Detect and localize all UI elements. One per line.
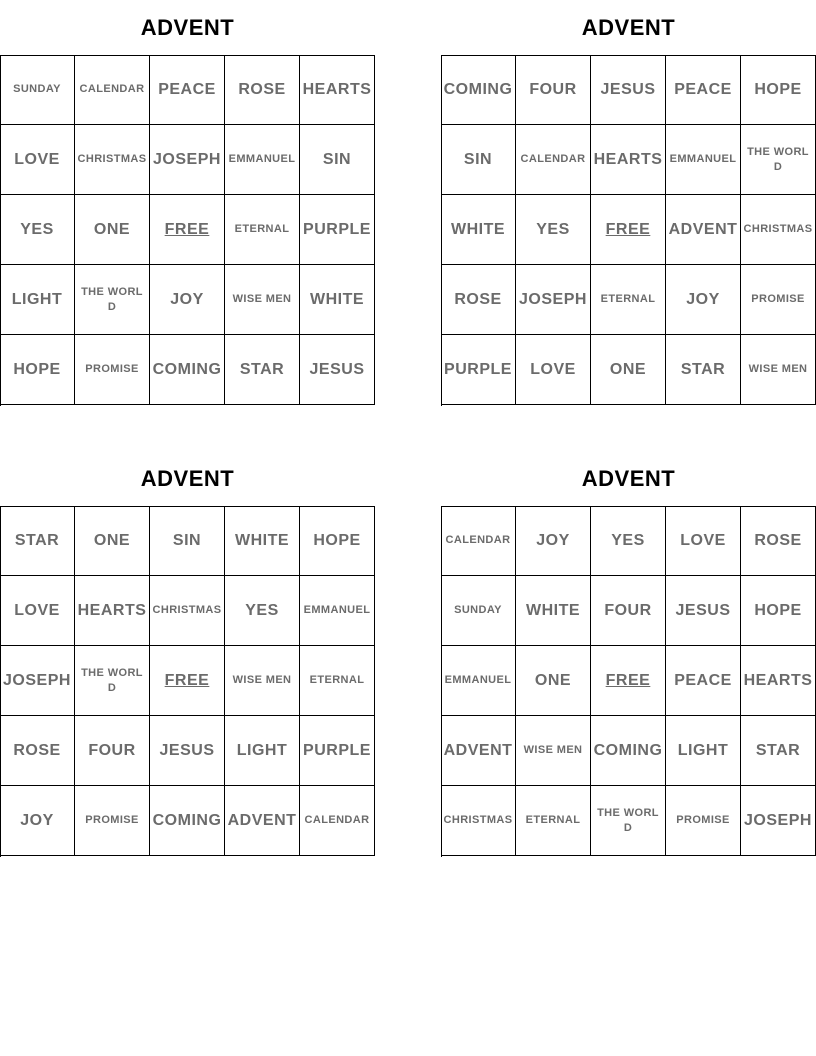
bingo-cell: LOVE xyxy=(666,506,741,576)
bingo-cell: THE WORLD xyxy=(75,265,150,335)
bingo-grid xyxy=(441,506,816,857)
bingo-cell: EMMANUEL xyxy=(441,646,516,716)
bingo-cell: LIGHT xyxy=(225,716,300,786)
bingo-cell: COMING xyxy=(150,786,225,856)
bingo-cell: HEARTS xyxy=(591,125,666,195)
bingo-cell: ETERNAL xyxy=(591,265,666,335)
bingo-cell: JOSEPH xyxy=(150,125,225,195)
card-title: ADVENT xyxy=(581,15,676,40)
bingo-cell: PURPLE xyxy=(300,195,375,265)
bingo-cell: PEACE xyxy=(666,646,741,716)
bingo-cell: STAR xyxy=(741,716,816,786)
bingo-cell: THE WORLD xyxy=(741,125,816,195)
free-space-cell: FREE xyxy=(150,646,225,716)
bingo-cell: LIGHT xyxy=(0,265,75,335)
bingo-cell: WHITE xyxy=(516,576,591,646)
bingo-cell: JESUS xyxy=(300,335,375,405)
bingo-cell: ONE xyxy=(75,195,150,265)
bingo-cell: HOPE xyxy=(741,55,816,125)
bingo-cell: STAR xyxy=(0,506,75,576)
bingo-cell: CHRISTMAS xyxy=(741,195,816,265)
bingo-cell: WHITE xyxy=(300,265,375,335)
bingo-cell: ADVENT xyxy=(225,786,300,856)
bingo-cell: SIN xyxy=(441,125,516,195)
bingo-cell: JOY xyxy=(666,265,741,335)
bingo-cell: ROSE xyxy=(441,265,516,335)
bingo-grid xyxy=(441,55,816,406)
bingo-cell: SUNDAY xyxy=(0,55,75,125)
bingo-cell: PROMISE xyxy=(75,335,150,405)
bingo-cell: PEACE xyxy=(666,55,741,125)
bingo-cell: CALENDAR xyxy=(441,506,516,576)
bingo-cell: PEACE xyxy=(150,55,225,125)
bingo-cell: YES xyxy=(0,195,75,265)
bingo-cell: ONE xyxy=(591,335,666,405)
bingo-cell: STAR xyxy=(225,335,300,405)
bingo-cell: LOVE xyxy=(0,576,75,646)
bingo-cell: ROSE xyxy=(741,506,816,576)
bingo-cell: FOUR xyxy=(516,55,591,125)
free-space-cell: FREE xyxy=(591,195,666,265)
bingo-cell: PURPLE xyxy=(441,335,516,405)
bingo-cell: CHRISTMAS xyxy=(150,576,225,646)
bingo-cell: YES xyxy=(591,506,666,576)
bingo-cell: JESUS xyxy=(150,716,225,786)
bingo-cell: STAR xyxy=(666,335,741,405)
bingo-cell: ONE xyxy=(516,646,591,716)
bingo-cell: LOVE xyxy=(516,335,591,405)
bingo-cell: ROSE xyxy=(0,716,75,786)
bingo-cell: CALENDAR xyxy=(300,786,375,856)
bingo-cell: CHRISTMAS xyxy=(75,125,150,195)
bingo-cell: YES xyxy=(225,576,300,646)
bingo-cell: ROSE xyxy=(225,55,300,125)
bingo-cell: JOY xyxy=(150,265,225,335)
bingo-cell: WHITE xyxy=(225,506,300,576)
bingo-cell: HEARTS xyxy=(75,576,150,646)
card-title: ADVENT xyxy=(581,466,676,491)
bingo-cell: ONE xyxy=(75,506,150,576)
bingo-grid xyxy=(0,506,375,857)
bingo-cell: ETERNAL xyxy=(300,646,375,716)
bingo-cell: JESUS xyxy=(591,55,666,125)
bingo-cell: JOY xyxy=(516,506,591,576)
bingo-cell: FOUR xyxy=(75,716,150,786)
bingo-cell: JOSEPH xyxy=(0,646,75,716)
bingo-cell: PROMISE xyxy=(75,786,150,856)
bingo-cell: HOPE xyxy=(741,576,816,646)
bingo-cell: WHITE xyxy=(441,195,516,265)
bingo-cell: HEARTS xyxy=(300,55,375,125)
bingo-cell: HOPE xyxy=(0,335,75,405)
free-space-cell: FREE xyxy=(591,646,666,716)
card-title: ADVENT xyxy=(140,15,235,40)
bingo-cell: COMING xyxy=(441,55,516,125)
bingo-cell: EMMANUEL xyxy=(300,576,375,646)
bingo-cell: SUNDAY xyxy=(441,576,516,646)
bingo-cell: ADVENT xyxy=(441,716,516,786)
bingo-cell: YES xyxy=(516,195,591,265)
bingo-grid xyxy=(0,55,375,406)
bingo-cell: COMING xyxy=(591,716,666,786)
bingo-cell: WISE MEN xyxy=(741,335,816,405)
bingo-cell: EMMANUEL xyxy=(666,125,741,195)
bingo-cell: CHRISTMAS xyxy=(441,786,516,856)
bingo-cell: COMING xyxy=(150,335,225,405)
bingo-cell: THE WORLD xyxy=(75,646,150,716)
bingo-cell: LIGHT xyxy=(666,716,741,786)
bingo-cell: CALENDAR xyxy=(75,55,150,125)
bingo-cell: ETERNAL xyxy=(516,786,591,856)
bingo-cell: JOY xyxy=(0,786,75,856)
bingo-cell: ADVENT xyxy=(666,195,741,265)
card-title: ADVENT xyxy=(140,466,235,491)
free-space-cell: FREE xyxy=(150,195,225,265)
bingo-cell: SIN xyxy=(300,125,375,195)
bingo-cell: JOSEPH xyxy=(741,786,816,856)
bingo-cell: ETERNAL xyxy=(225,195,300,265)
bingo-cell: PURPLE xyxy=(300,716,375,786)
bingo-cell: HEARTS xyxy=(741,646,816,716)
bingo-cell: JESUS xyxy=(666,576,741,646)
bingo-cell: CALENDAR xyxy=(516,125,591,195)
bingo-cell: WISE MEN xyxy=(225,265,300,335)
bingo-cell: WISE MEN xyxy=(516,716,591,786)
bingo-cell: JOSEPH xyxy=(516,265,591,335)
bingo-cell: SIN xyxy=(150,506,225,576)
bingo-cell: WISE MEN xyxy=(225,646,300,716)
bingo-cell: PROMISE xyxy=(741,265,816,335)
bingo-cell: PROMISE xyxy=(666,786,741,856)
bingo-cell: EMMANUEL xyxy=(225,125,300,195)
bingo-cell: THE WORLD xyxy=(591,786,666,856)
bingo-cell: LOVE xyxy=(0,125,75,195)
bingo-cell: HOPE xyxy=(300,506,375,576)
bingo-cell: FOUR xyxy=(591,576,666,646)
